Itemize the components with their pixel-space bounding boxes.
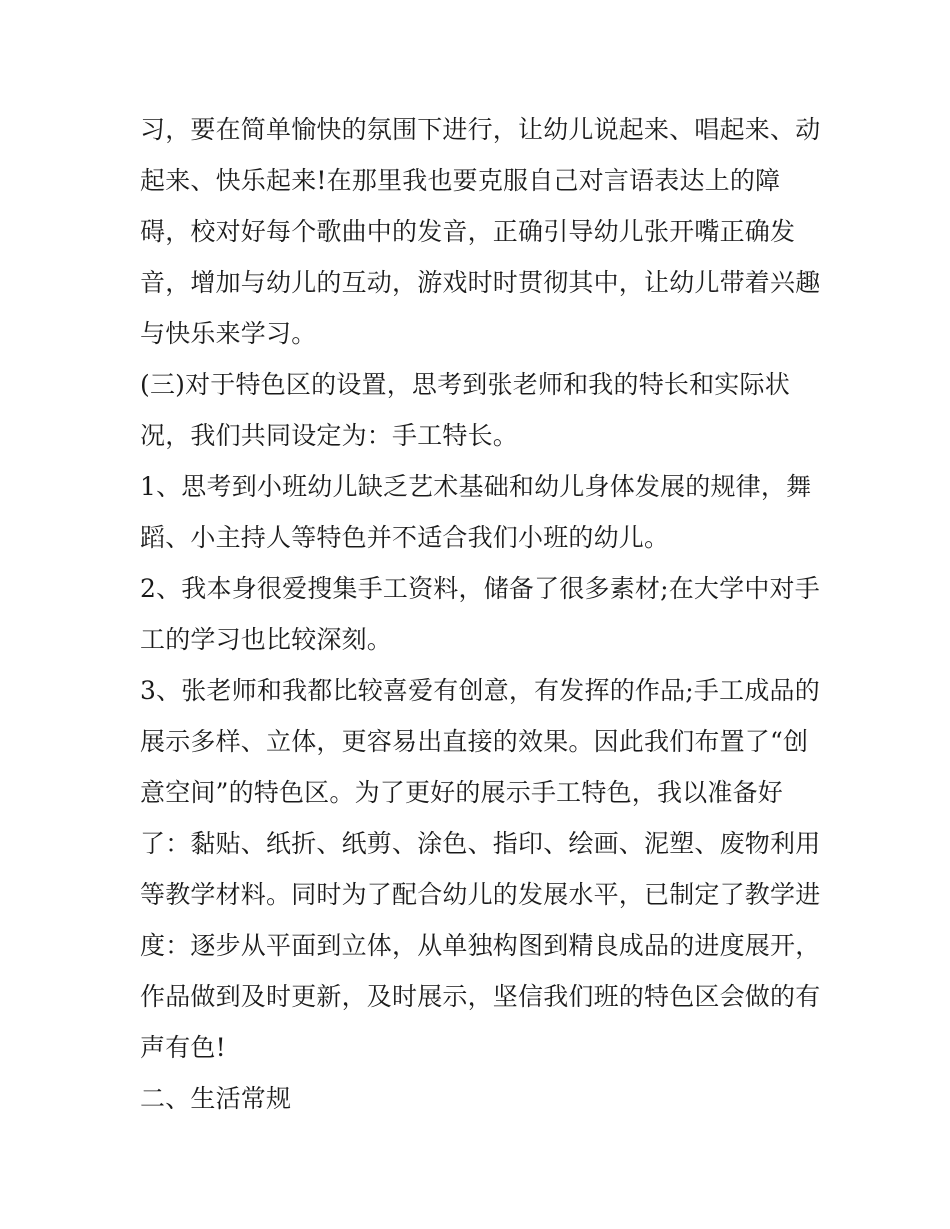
text-line: 声有色! bbox=[140, 1033, 226, 1062]
text-line: 等教学材料。同时为了配合幼儿的发展水平，已制定了教学进 bbox=[140, 880, 821, 909]
section-heading: 二、生活常规 bbox=[140, 1084, 292, 1113]
text-line: 蹈、小主持人等特色并不适合我们小班的幼儿。 bbox=[140, 523, 670, 552]
text-line: 1、思考到小班幼儿缺乏艺术基础和幼儿身体发展的规律，舞 bbox=[140, 472, 812, 501]
document-body bbox=[140, 108, 821, 1128]
text-line: 况，我们共同设定为：手工特长。 bbox=[140, 421, 519, 450]
text-line: 2、我本身很爱搜集手工资料，储备了很多素材;在大学中对手 bbox=[140, 574, 820, 603]
text-line: 展示多样、立体，更容易出直接的效果。因此我们布置了“创 bbox=[140, 727, 809, 756]
text-line: 与快乐来学习。 bbox=[140, 319, 317, 348]
text-line: 意空间”的特色区。为了更好的展示手工特色，我以准备好 bbox=[140, 778, 783, 807]
text-line: 了：黏贴、纸折、纸剪、涂色、指印、绘画、泥塑、废物利用 bbox=[140, 829, 821, 858]
text-line: 作品做到及时更新，及时展示，坚信我们班的特色区会做的有 bbox=[140, 982, 821, 1011]
text-line: 习，要在简单愉快的氛围下进行，让幼儿说起来、唱起来、动 bbox=[140, 115, 821, 144]
text-line: (三)对于特色区的设置，思考到张老师和我的特长和实际状 bbox=[140, 370, 790, 399]
text-line: 工的学习也比较深刻。 bbox=[140, 625, 393, 654]
text-line: 度：逐步从平面到立体，从单独构图到精良成品的进度展开， bbox=[140, 931, 821, 960]
text-line: 碍，校对好每个歌曲中的发音，正确引导幼儿张开嘴正确发 bbox=[140, 217, 796, 246]
text-line: 3、张老师和我都比较喜爱有创意，有发挥的作品;手工成品的 bbox=[140, 676, 820, 705]
text-line: 起来、快乐起来!在那里我也要克服自己对言语表达上的障 bbox=[140, 166, 781, 195]
text-line: 音，增加与幼儿的互动，游戏时时贯彻其中，让幼儿带着兴趣 bbox=[140, 268, 821, 297]
